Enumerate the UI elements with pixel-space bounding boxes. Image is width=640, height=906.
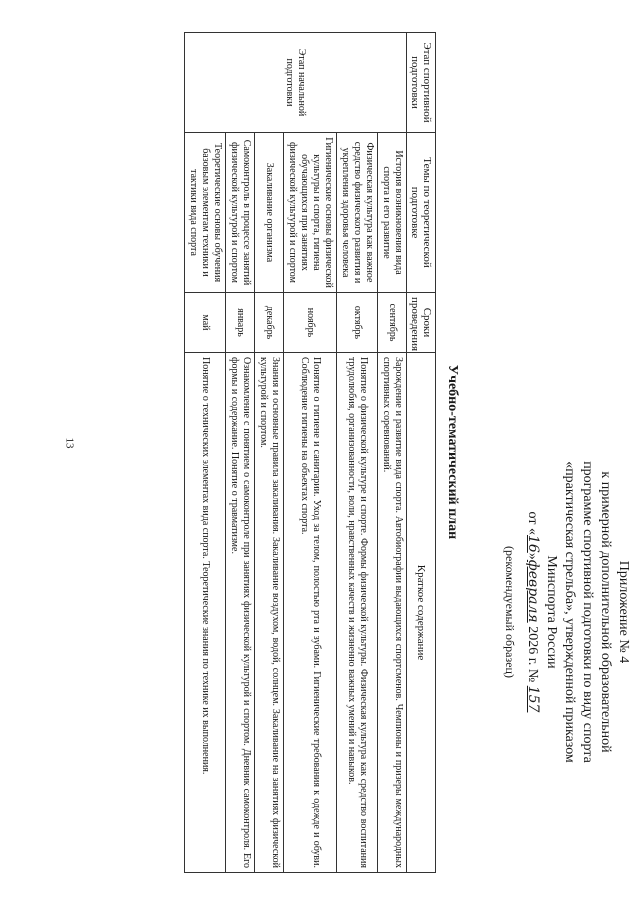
table-row [226, 33, 255, 873]
table-header-row [407, 33, 436, 873]
topic-cell: Теоретические основы обучения базовым элементам техники и тактики вида спорта [185, 133, 226, 293]
header-term: Сроки проведения [407, 293, 436, 353]
topic-cell: Физическая культура как важное средство физического развития и укрепления здоровья человека [337, 133, 378, 293]
table-row [255, 33, 284, 873]
term-cell: декабрь [255, 293, 284, 353]
summary-cell: Зарождение и развитие вида спорта. Автобиографии выдающихся спортсменов. Чемпионы и призеры международных спортивных соревнований. [378, 353, 407, 873]
date-prefix: от « [525, 511, 540, 535]
rotated-page-content [0, 22, 640, 882]
plan-title: Учебно-тематический план [445, 364, 460, 540]
page-number: 13 [63, 437, 76, 449]
header-summary: Краткое содержание [407, 353, 436, 873]
topic-cell: Закаливание организма [255, 133, 284, 293]
appendix-note: (рекомендуемый образец) [503, 546, 517, 678]
summary-cell: Понятие о физической культуре и спорте. Формы физической культуры. Физическая культура как средство воспитания трудолюбия, организованности, воли, нравственных качеств и жизненно важных умений и навыков. [337, 353, 378, 873]
appendix-line-3: программе спортивной подготовки по виду спорта [580, 461, 595, 763]
order-number: 157 [525, 685, 541, 713]
appendix-date-line [523, 372, 542, 852]
topic-cell: История возникновения вида спорта и его развитие [378, 133, 407, 293]
topic-cell: Самоконтроль в процессе занятий физической культурой и спортом [226, 133, 255, 293]
date-mid: » [525, 552, 540, 560]
appendix-header [501, 372, 632, 852]
thematic-plan-table [184, 32, 436, 873]
term-cell: сентябрь [378, 293, 407, 353]
summary-cell: Понятие о гигиене и санитарии. Уход за телом, полостью рта и зубами. Гигиенические требования к одежде и обуви. Соблюдение гигиены на объектах спорта. [284, 353, 337, 873]
term-cell: май [185, 293, 226, 353]
date-year: 2026 г. № [525, 622, 540, 686]
table-row [337, 33, 378, 873]
appendix-line-4: «практическая стрельба», утвержденной приказом [562, 461, 577, 763]
table-row [284, 33, 337, 873]
table-row [185, 33, 226, 873]
summary-cell: Знания и основные правила закаливания. Закаливание воздухом, водой, солнцем. Закаливание на занятиях физической культурой и спортом. [255, 353, 284, 873]
appendix-line-5: Минспорта России [544, 555, 559, 669]
term-cell: октябрь [337, 293, 378, 353]
header-topic: Темы по теоретической подготовке [407, 133, 436, 293]
date-day: 16 [525, 534, 541, 553]
header-stage: Этап спортивной подготовки [407, 33, 436, 133]
stage-cell: Этап начальной подготовки [185, 33, 407, 133]
appendix-line-1: Приложение № 4 [616, 560, 631, 664]
term-cell: ноябрь [284, 293, 337, 353]
date-month: февраля [525, 559, 541, 623]
term-cell: январь [226, 293, 255, 353]
table-row [378, 33, 407, 873]
topic-cell: Гигиенические основы физической культуры и спорта, гигиена обучающихся при занятиях физической культурой и спортом [284, 133, 337, 293]
appendix-line-2: к примерной дополнительной образовательной [598, 471, 613, 753]
summary-cell: Ознакомление с понятием о самоконтроле при занятиях физической культурой и спортом. Дневник самоконтроля. Его формы и содержание. Понятие о травматизме. [226, 353, 255, 873]
summary-cell: Понятие о технических элементах вида спорта. Теоретические знания по технике их выполнения. [185, 353, 226, 873]
